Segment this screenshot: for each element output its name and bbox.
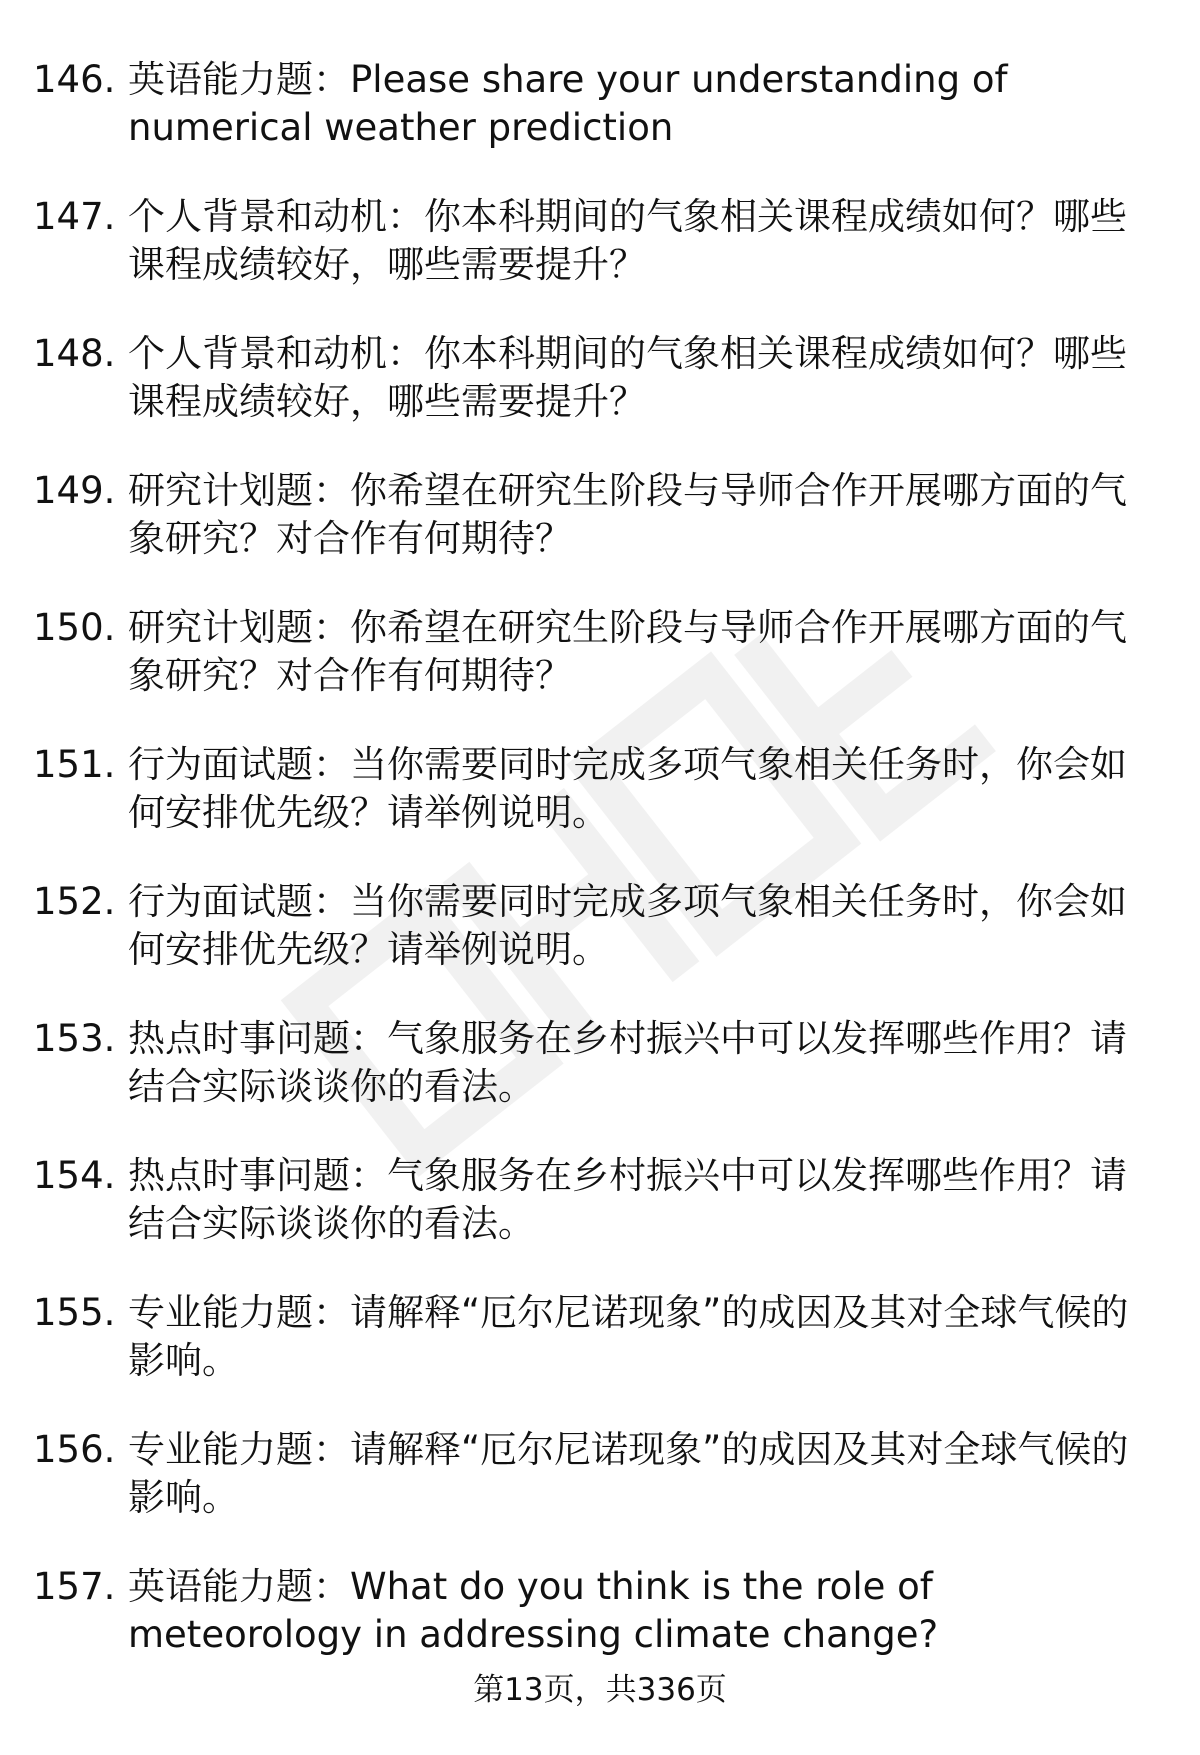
list-item	[33, 1563, 1143, 1659]
list-item	[33, 330, 1143, 426]
question-text: 研究计划题：你希望在研究生阶段与导师合作开展哪方面的气象研究？对合作有何期待？	[128, 469, 1127, 560]
question-text: 英语能力题：What do you think is the role of meteorology in addressing climate change?	[128, 1565, 939, 1656]
question-number: 149.	[33, 469, 116, 512]
question-number: 155.	[33, 1291, 116, 1334]
question-text: 专业能力题：请解释“厄尔尼诺现象”的成因及其对全球气候的影响。	[128, 1291, 1129, 1382]
list-item	[33, 1289, 1143, 1385]
question-number: 147.	[33, 195, 116, 238]
list-item	[33, 604, 1143, 700]
list-item	[33, 1426, 1143, 1522]
question-number: 153.	[33, 1017, 116, 1060]
list-item	[33, 56, 1143, 152]
list-item	[33, 1015, 1143, 1111]
list-item	[33, 193, 1143, 289]
question-text: 研究计划题：你希望在研究生阶段与导师合作开展哪方面的气象研究？对合作有何期待？	[128, 606, 1127, 697]
question-number: 154.	[33, 1154, 116, 1197]
question-number: 157.	[33, 1565, 116, 1608]
question-text: 热点时事问题：气象服务在乡村振兴中可以发挥哪些作用？请结合实际谈谈你的看法。	[128, 1154, 1127, 1245]
question-text: 个人背景和动机：你本科期间的气象相关课程成绩如何？哪些课程成绩较好，哪些需要提升？	[128, 195, 1127, 286]
question-number: 151.	[33, 743, 116, 786]
question-text: 英语能力题：Please share your understanding of numerical weather prediction	[128, 58, 1008, 149]
question-text: 行为面试题：当你需要同时完成多项气象相关任务时，你会如何安排优先级？请举例说明。	[128, 743, 1127, 834]
question-number: 152.	[33, 880, 116, 923]
list-item	[33, 1152, 1143, 1248]
question-number: 148.	[33, 332, 116, 375]
question-text: 专业能力题：请解释“厄尔尼诺现象”的成因及其对全球气候的影响。	[128, 1428, 1129, 1519]
question-number: 150.	[33, 606, 116, 649]
question-number: 146.	[33, 58, 116, 101]
page-indicator: 第13页，共336页	[473, 1672, 727, 1708]
question-text: 热点时事问题：气象服务在乡村振兴中可以发挥哪些作用？请结合实际谈谈你的看法。	[128, 1017, 1127, 1108]
list-item	[33, 741, 1143, 837]
question-list	[33, 56, 1143, 1700]
list-item	[33, 467, 1143, 563]
question-number: 156.	[33, 1428, 116, 1471]
list-item	[33, 878, 1143, 974]
question-text: 个人背景和动机：你本科期间的气象相关课程成绩如何？哪些课程成绩较好，哪些需要提升？	[128, 332, 1127, 423]
question-text: 行为面试题：当你需要同时完成多项气象相关任务时，你会如何安排优先级？请举例说明。	[128, 880, 1127, 971]
